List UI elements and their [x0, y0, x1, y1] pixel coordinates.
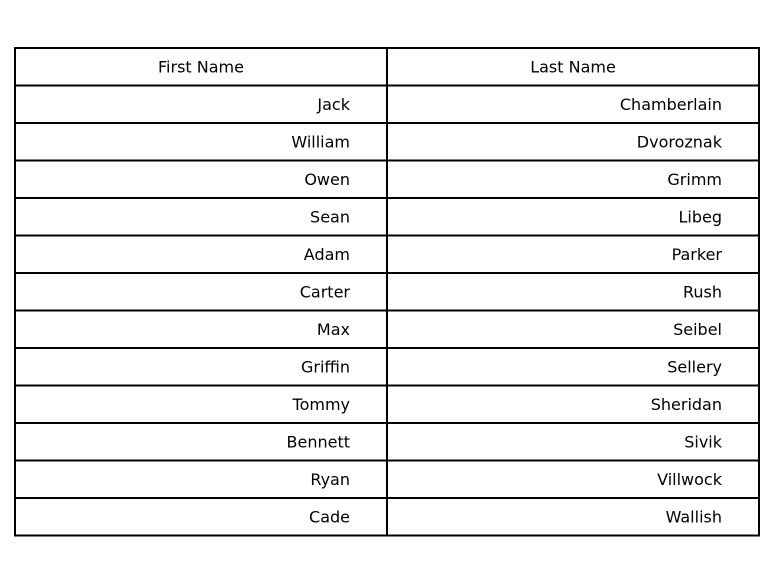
first-name-cell: Bennett	[286, 432, 350, 452]
table-cells	[158, 57, 723, 526]
first-name-cell: Owen	[304, 169, 350, 189]
last-name-cell: Sellery	[667, 357, 722, 377]
first-name-cell: Carter	[299, 282, 350, 302]
header-cell: First Name	[158, 57, 244, 77]
first-name-cell: Cade	[309, 507, 350, 527]
last-name-cell: Rush	[682, 282, 722, 302]
first-name-cell: Griffin	[300, 357, 350, 377]
last-name-cell: Chamberlain	[619, 94, 722, 114]
last-name-cell: Grimm	[667, 169, 722, 189]
last-name-cell: Sheridan	[650, 394, 722, 414]
first-name-cell: Tommy	[292, 394, 350, 414]
last-name-cell: Villwock	[657, 469, 722, 489]
last-name-cell: Libeg	[678, 207, 722, 227]
last-name-cell: Seibel	[673, 319, 722, 339]
first-name-cell: William	[291, 132, 350, 152]
last-name-cell: Wallish	[665, 507, 722, 527]
first-name-cell: Adam	[303, 244, 350, 264]
table-grid	[15, 48, 759, 536]
last-name-cell: Dvoroznak	[636, 132, 722, 152]
first-name-cell: Jack	[317, 94, 350, 114]
last-name-cell: Parker	[671, 244, 722, 264]
header-cell: Last Name	[530, 57, 616, 77]
first-name-cell: Max	[316, 319, 350, 339]
last-name-cell: Sivik	[684, 432, 722, 452]
first-name-cell: Ryan	[310, 469, 350, 489]
first-name-cell: Sean	[310, 207, 350, 227]
